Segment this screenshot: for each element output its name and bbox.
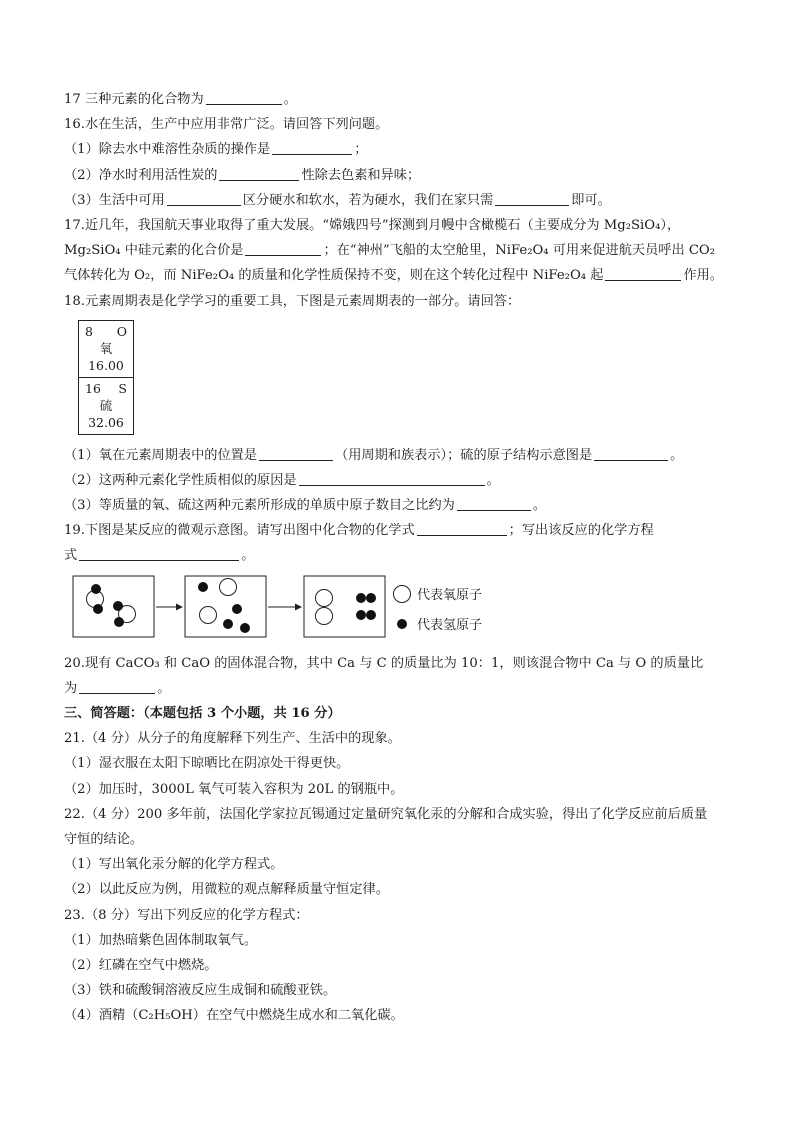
q21-stem: 21.（4 分）从分子的角度解释下列生产、生活中的现象。 <box>64 731 401 747</box>
reaction-micro-diagram <box>72 575 736 641</box>
oxygen-atom <box>316 607 333 624</box>
hydrogen-atom <box>356 610 366 620</box>
hydrogen-atom <box>198 582 208 592</box>
legend-oxygen-atom <box>394 585 411 602</box>
answer-blank[interactable] <box>79 678 155 694</box>
element-symbol: S <box>118 380 127 396</box>
q22-1: （1）写出氧化汞分解的化学方程式。 <box>64 857 284 873</box>
oxygen-atom <box>200 606 217 623</box>
q22-2: （2）以此反应为例，用微粒的观点解释质量守恒定律。 <box>64 882 389 898</box>
q20-line2: 为 。 <box>64 676 736 701</box>
q19-line1: 19.下图是某反应的微观示意图。请写出图中化合物的化学式 ；写出该反应的化学方程 <box>64 518 736 543</box>
product-box <box>304 576 385 637</box>
answer-blank[interactable] <box>495 190 569 206</box>
legend-hydrogen-label: 代表氢原子 <box>417 617 483 633</box>
element-cell-oxygen <box>79 321 133 377</box>
oxygen-atom <box>316 589 333 606</box>
q17-line3: 气体转化为 O₂，而 NiFe₂O₄ 的质量和化学性质保持不变，则在这个转化过程中 NiFe₂O₄ 起 作用。 <box>64 263 736 288</box>
q22-line2: 守恒的结论。 <box>64 831 144 847</box>
atomic-mass: 16.00 <box>88 357 124 373</box>
element-cell-sulfur <box>79 377 133 434</box>
atomic-mass: 32.06 <box>88 414 124 430</box>
q19-line2: 式 。 <box>64 543 736 568</box>
q16-stem: 16.水在生活，生产中应用非常广泛。请回答下列问题。 <box>64 117 389 133</box>
hydrogen-atom <box>114 617 124 627</box>
oxygen-atom <box>220 578 237 595</box>
answer-blank[interactable] <box>299 470 485 486</box>
q16-3: （3）生活中可用 区分硬水和软水，若为硬水，我们在家只需 即可。 <box>64 188 736 213</box>
q17-line2: Mg₂SiO₄ 中硅元素的化合价是 ；在“神州”飞船的太空舱里，NiFe₂O₄ 可用来促进航天员呼出 CO₂ <box>64 238 736 263</box>
hydrogen-atom <box>232 604 242 614</box>
element-symbol: O <box>116 323 127 339</box>
answer-blank[interactable] <box>79 545 239 561</box>
q21-2: （2）加压时，3000L 氧气可装入容积为 20L 的钢瓶中。 <box>64 781 404 797</box>
hydrogen-atom <box>93 604 103 614</box>
reaction-diagram-svg <box>72 575 552 641</box>
reactant-box <box>73 576 154 637</box>
hydrogen-atom <box>366 610 376 620</box>
hydrogen-atom <box>223 619 233 629</box>
section-3-heading: 三、简答题：（本题包括 3 个小题，共 16 分） <box>64 706 341 721</box>
q18-2: （2）这两种元素化学性质相似的原因是 。 <box>64 468 736 493</box>
answer-blank[interactable] <box>272 139 352 155</box>
hydrogen-atom <box>356 593 366 603</box>
q17-line1: 17.近几年，我国航天事业取得了重大发展。“嫦娥四号”探测到月幔中含橄榄石（主要成分为 Mg₂SiO₄）， <box>64 217 681 233</box>
q23-3: （3）铁和硫酸铜溶液反应生成铜和硫酸亚铁。 <box>64 983 337 999</box>
q16-1: （1）除去水中难溶性杂质的操作是 ； <box>64 137 736 162</box>
q20-line1: 20.现有 CaCO₃ 和 CaO 的固体混合物，其中 Ca 与 C 的质量比为 10：1，则该混合物中 Ca 与 O 的质量比 <box>64 655 704 671</box>
answer-blank[interactable] <box>605 265 681 281</box>
hydrogen-atom <box>91 584 101 594</box>
element-name: 氧 <box>99 340 113 356</box>
answer-blank[interactable] <box>259 445 333 461</box>
legend <box>394 585 483 633</box>
answer-blank[interactable] <box>245 240 321 256</box>
legend-oxygen-label: 代表氧原子 <box>417 587 483 603</box>
q23-1: （1）加热暗紫色固体制取氧气。 <box>64 932 258 948</box>
answer-blank[interactable] <box>594 445 668 461</box>
q23-stem: 23.（8 分）写出下列反应的化学方程式： <box>64 907 309 923</box>
q23-2: （2）红磷在空气中燃烧。 <box>64 957 218 973</box>
q18-stem: 18.元素周期表是化学学习的重要工具，下图是元素周期表的一部分。请回答： <box>64 293 521 309</box>
legend-hydrogen-atom <box>397 619 407 629</box>
q22-line1: 22.（4 分）200 多年前，法国化学家拉瓦锡通过定量研究氧化汞的分解和合成实验，得出了化学反应前后质量 <box>64 806 708 822</box>
q16-2: （2）净水时利用活性炭的 性除去色素和异味； <box>64 163 736 188</box>
answer-blank[interactable] <box>219 165 299 181</box>
q23-4: （4）酒精（C₂H₅OH）在空气中燃烧生成水和二氧化碳。 <box>64 1008 404 1024</box>
hydrogen-atom <box>240 623 250 633</box>
q15-tail: 17 三种元素的化合物为 。 <box>64 87 736 112</box>
atomic-number: 16 <box>85 380 101 396</box>
periodic-table-fragment <box>78 320 134 435</box>
element-name: 硫 <box>99 397 113 413</box>
q21-1: （1）湿衣服在太阳下晾晒比在阴凉处干得更快。 <box>64 756 350 772</box>
answer-blank[interactable] <box>457 495 531 511</box>
intermediate-box <box>185 576 266 637</box>
answer-blank[interactable] <box>417 520 507 536</box>
answer-blank[interactable] <box>167 190 241 206</box>
hydrogen-atom <box>366 593 376 603</box>
exam-page <box>64 87 736 1028</box>
q18-3: （3）等质量的氧、硫这两种元素所形成的单质中原子数目之比约为 。 <box>64 493 736 518</box>
hydrogen-atom <box>113 601 123 611</box>
q18-1: （1）氧在元素周期表中的位置是 （用周期和族表示）；硫的原子结构示意图是 。 <box>64 443 736 468</box>
answer-blank[interactable] <box>206 89 282 105</box>
atomic-number: 8 <box>85 323 93 339</box>
